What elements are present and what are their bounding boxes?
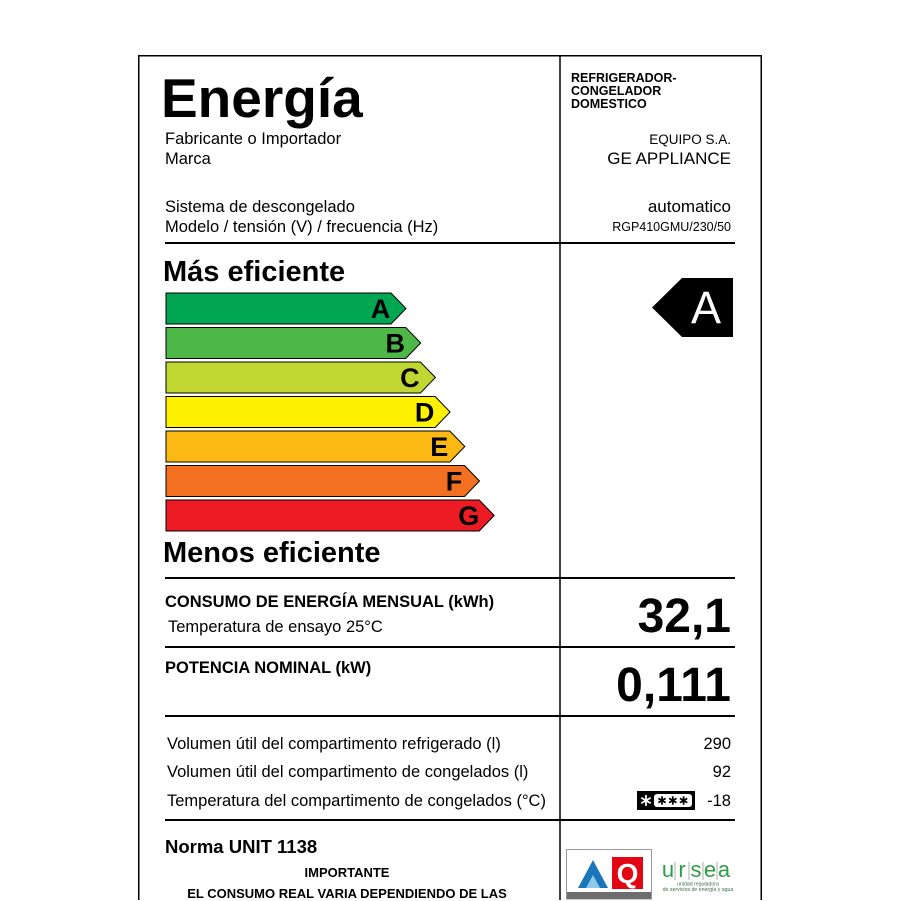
appliance-type-line: CONGELADOR [571,84,662,98]
ursea-letter: r [678,857,686,882]
manufacturer-label: Fabricante o Importador [165,130,342,148]
class-letter-d: D [414,397,435,428]
manufacturer-value: EQUIPO S.A. [649,132,731,147]
label-title: Energía [161,67,363,129]
important-heading: IMPORTANTE [304,865,390,880]
four-star-freezer-icon [637,791,695,810]
unit-logo-band [567,892,651,899]
freezer-temperature-label: Temperatura del compartimento de congelados (°C) [167,792,546,810]
scale-top-label: Más eficiente [163,256,346,288]
important-notice: EL CONSUMO REAL VARIA DEPENDIENDO DE LAS [187,886,507,901]
class-letter-g: G [458,501,480,532]
unit-logo [567,850,652,900]
class-letter-e: E [430,432,449,463]
ursea-letter: u [661,857,675,882]
ursea-subtitle: unidad reguladora [677,881,719,888]
class-arrow-e [166,431,465,462]
brand-value: GE APPLIANCE [607,149,731,168]
ursea-subtitle: de servicios de energía y agua [662,887,734,893]
appliance-type-line: DOMESTICO [571,97,647,111]
class-arrow-b [166,328,421,359]
ursea-logo [662,857,734,893]
class-letter-a: A [370,294,391,325]
fridge-volume-label: Volumen útil del compartimento refrigerado (l) [167,735,501,753]
ursea-letter: e [703,857,717,882]
power-label: POTENCIA NOMINAL (kW) [165,659,372,677]
class-arrow-g [166,500,494,531]
freezer-temperature-value: -18 [707,792,731,810]
freezer-volume-label: Volumen útil del compartimento de congelados (l) [167,763,529,781]
class-letter-f: F [445,466,463,497]
brand-label: Marca [165,150,211,168]
class-letter-c: C [400,363,420,394]
defrost-label: Sistema de descongelado [165,198,355,216]
appliance-type [571,72,677,111]
fridge-volume-value: 290 [703,735,731,753]
scale-bottom-label: Menos eficiente [163,537,381,569]
class-arrow-d [166,397,450,428]
consumption-sublabel: Temperatura de ensayo 25°C [168,618,383,636]
consumption-value: 32,1 [637,590,731,643]
unit-logo-letter: Q [616,858,639,889]
model-label: Modelo / tensión (V) / frecuencia (Hz) [165,218,439,236]
defrost-value: automatico [647,197,731,216]
class-arrow-f [166,466,480,497]
ursea-letter: a [717,857,731,882]
freezer-volume-value: 92 [712,763,731,781]
standard-reference: Norma UNIT 1138 [165,836,318,857]
class-letter-b: B [385,328,405,359]
power-value: 0,111 [616,659,731,712]
class-arrow-c [166,362,435,393]
rating-letter: A [690,282,722,333]
appliance-type-line: REFRIGERADOR- [571,71,677,85]
ursea-letter: s [690,857,702,882]
consumption-label: CONSUMO DE ENERGÍA MENSUAL (kWh) [165,593,495,611]
model-value: RGP410GMU/230/50 [612,220,731,234]
